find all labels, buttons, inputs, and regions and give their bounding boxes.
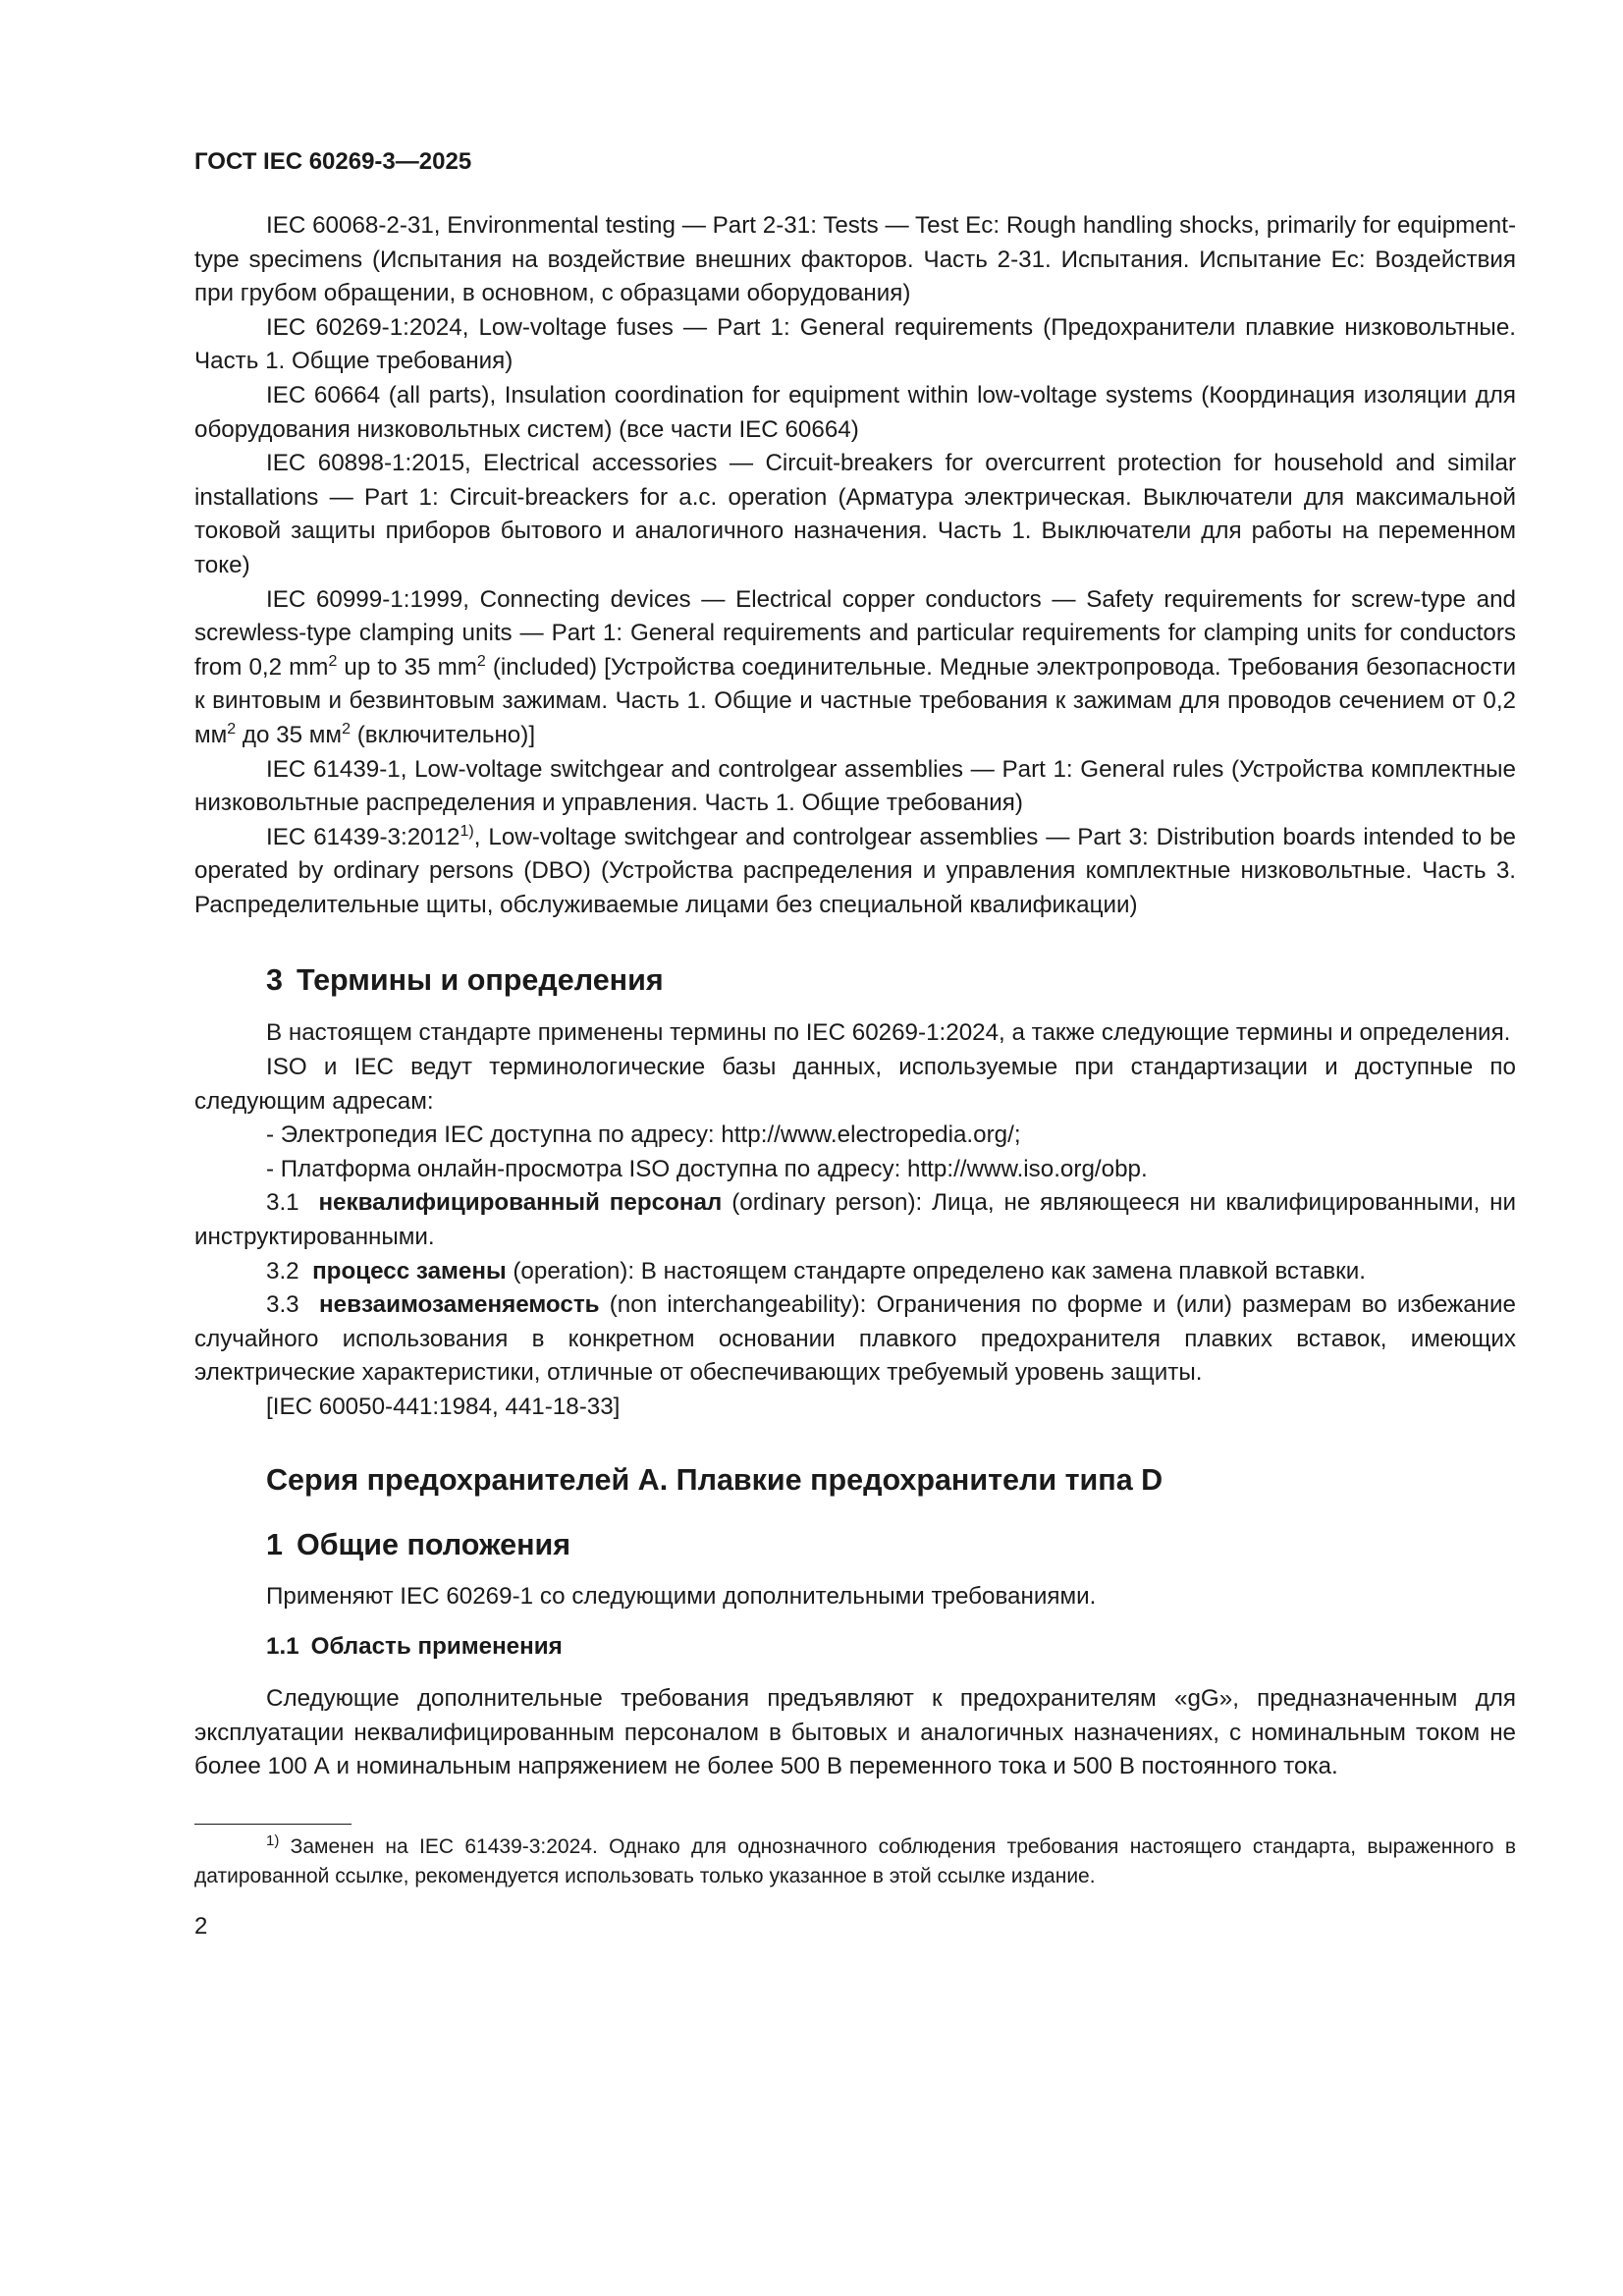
- footnote-marker: 1): [266, 1831, 280, 1849]
- section-number: 1: [266, 1527, 283, 1561]
- term-3-3: [194, 1288, 1516, 1391]
- electropedia-link-text: - Электропедия IEC доступна по адресу: http://www.electropedia.org/;: [266, 1121, 1021, 1149]
- term-number: 3.2: [266, 1257, 299, 1285]
- superscript: 2: [227, 720, 237, 738]
- reference-iec-60664: IEC 60664 (all parts), Insulation coordination for equipment within low-voltage systems (Координация изоляции для оборудования низковольтных систем) (все части IEC 60664): [194, 381, 1516, 443]
- superscript: 2: [342, 720, 351, 738]
- superscript: 2: [476, 652, 486, 670]
- subsection-1-1-text: Следующие дополнительные требования предъявляют к предохранителям «gG», предназначенным для эксплуатации неквалифицированным персоналом в бытовых и аналогичных назначениях, с номинальным током не более 100 А и номинальным напряжением не более 500 В переменного тока и 500 В постоянного тока.: [194, 1685, 1516, 1780]
- section-3-heading: [194, 962, 1516, 998]
- term-definition: (ordinary person): Лица, не являющееся ни квалифицированными, ни инструктированными.: [194, 1189, 1516, 1251]
- reference-text: IEC 60999-1:1999, Connecting devices — Electrical copper conductors — Safety requirements for screw-type and screwless-type clamping units — Part 1: General requirements and particular requirements for clamping units for conductors from 0,2 mm: [194, 585, 1516, 681]
- document-header: ГОСТ IEC 60269-3—2025: [194, 148, 472, 175]
- section-3-intro: В настоящем стандарте применены термины по IEC 60269-1:2024, а также следующие термины и определения.: [266, 1019, 1511, 1047]
- section-1-text: Применяют IEC 60269-1 со следующими дополнительными требованиями.: [266, 1582, 1097, 1610]
- term-name: неквалифицированный персонал: [318, 1189, 723, 1217]
- terminology-databases-text: ISO и IEC ведут терминологические базы данных, используемые при стандартизации и доступные по следующим адресам:: [194, 1054, 1516, 1115]
- term-number: 3.3: [266, 1291, 299, 1319]
- reference-iec-61439-3: [194, 821, 1516, 923]
- reference-iec-60898-1: IEC 60898-1:2015, Electrical accessories — Circuit-breakers for overcurrent protection for household and similar installations — Part 1: Circuit-breackers for a.c. operation (Арматура электрическая. Выключатели для максимальной токовой защиты приборов бытового и аналогичного назначения. Часть 1. Выключатели для работы на переменном токе): [194, 450, 1516, 578]
- reference-iec-61439-1: IEC 61439-1, Low-voltage switchgear and controlgear assemblies — Part 1: General rules (Устройства комплектные низковольтные распределения и управления. Часть 1. Общие требования): [194, 755, 1516, 817]
- term-3-1: [194, 1186, 1516, 1254]
- footnote: [194, 1832, 1516, 1892]
- normative-references: [194, 209, 1516, 922]
- page-number: 2: [194, 1912, 208, 1940]
- subsection-1-1-heading: [194, 1630, 1516, 1664]
- reference-text: up to 35 mm: [337, 653, 477, 681]
- term-definition: (operation): В настоящем стандарте определено как замена плавкой вставки.: [506, 1257, 1366, 1285]
- reference-iec-60269-1: IEC 60269-1:2024, Low-voltage fuses — Part 1: General requirements (Предохранители плавкие низковольтные. Часть 1. Общие требования): [194, 313, 1516, 375]
- reference-iec-60068-2-31: IEC 60068-2-31, Environmental testing — Part 2-31: Tests — Test Ec: Rough handling shocks, primarily for equipment-type specimens (Испытания на воздействие внешних факторов. Часть 2-31. Испытания. Испытание Ec: Воздействия при грубом обращении, в основном, с образцами оборудования): [194, 212, 1516, 307]
- subsection-title: Область применения: [310, 1633, 563, 1661]
- reference-text: IEC 61439-3:2012: [266, 823, 460, 850]
- document-page: [194, 147, 1516, 1941]
- term-name: невзаимозаменяемость: [319, 1291, 600, 1319]
- reference-iec-60999-1: [194, 583, 1516, 753]
- section-number: 3: [266, 963, 283, 998]
- iso-obp-link-text: - Платформа онлайн-просмотра ISO доступна по адресу: http://www.iso.org/obp.: [266, 1155, 1148, 1182]
- series-heading: Серия предохранителей А. Плавкие предохранители типа D: [266, 1462, 1163, 1497]
- reference-text: до 35 мм: [236, 721, 343, 748]
- reference-text: (включительно)]: [350, 721, 536, 748]
- term-3-3-source: [IEC 60050-441:1984, 441-18-33]: [266, 1394, 621, 1420]
- section-title: Термины и определения: [296, 963, 664, 998]
- section-1-heading: [194, 1527, 1516, 1562]
- superscript: 2: [328, 652, 338, 670]
- footnote-text: Заменен на IEC 61439-3:2024. Однако для однозначного соблюдения требования настоящего стандарта, выраженного в датированной ссылке, рекомендуется использовать только указанное в этой ссылке издание.: [194, 1834, 1516, 1888]
- term-definition: (non interchangeability): Ограничения по форме и (или) размерам во избежание случайного использования в конкретном основании плавкого предохранителя плавких вставок, имеющих электрические характеристики, отличные от обеспечивающих требуемый уровень защиты.: [194, 1291, 1516, 1387]
- reference-text: (included) [Устройства соединительные. Медные электропровода. Требования безопасности к винтовым и безвинтовым зажимам. Часть 1. Общие и частные требования к зажимам для проводов сечением от 0,2 мм: [194, 653, 1516, 748]
- term-name: процесс замены: [312, 1257, 507, 1285]
- term-number: 3.1: [266, 1189, 299, 1217]
- footnote-marker: 1): [460, 822, 474, 840]
- term-3-2: [194, 1255, 1516, 1289]
- section-title: Общие положения: [296, 1527, 571, 1561]
- reference-text: , Low-voltage switchgear and controlgear assemblies — Part 3: Distribution boards intended to be operated by ordinary persons (DBO) (Устройства распределения и управления комплектные низковольтные. Часть 3. Распределительные щиты, обслуживаемые лицами без специальной квалификации): [194, 823, 1516, 918]
- subsection-number: 1.1: [266, 1633, 299, 1661]
- footnote-divider: [194, 1824, 352, 1825]
